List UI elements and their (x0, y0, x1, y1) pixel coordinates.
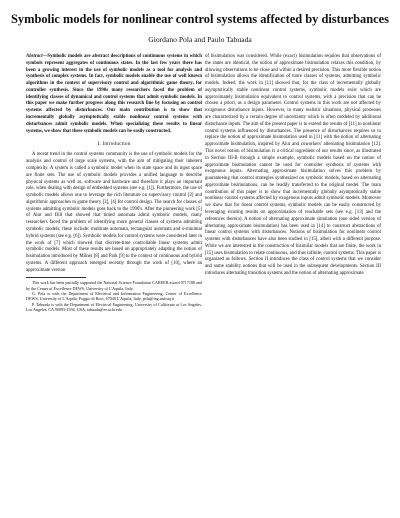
intro-paragraph-1: A recent trend in the control systems community is the use of symbolic models for the analysis and control of large scale systems, with the aim of mitigating their inherent complexity. A system is called a symbolic model when its state space and its input space are finite sets. The use of symbolic models provides a unified language to describe physical systems as well as, software and hardware and therefore it plays an important role, when dealing with design of embedded systems (see e.g. [1]). Furthermore, the use of symbolic models allows one to leverage the rich literature on supervisory control [2] and algorithmic approaches to game theory [3], [4] for control design. The search for classes of systems admitting symbolic models goes back to the 1990's. After the pioneering work [5] of Alur and Dill that showed that timed automata admit symbolic models, many researchers faced the problem of identifying more general classes of systems admitting symbolic models; these include: multirate automata, rectangular automata and o-minimal hybrid systems (see e.g. [6]). Symbolic models for control systems were considered later in the work of [7] which showed that discrete-time controllable linear systems admit symbolic models. Most of these results are based on appropriately adapting the notion of bisimulation introduced by Milner [8] and Park [9] to the context of continuous and hybrid systems. A different approach emerged recently through the work of [10], where an approximate version (26, 152, 202, 273)
footnote-divider (26, 277, 86, 278)
intro-right-body (205, 54, 381, 278)
abstract (26, 54, 202, 135)
abstract-label: Abstract (26, 54, 43, 59)
footnote-author-tabuada: P. Tabuada is with the Department of Electrical Engineering, University of California at Los Angeles, Los Angeles, CA 90095-1594, USA, tabuada@ee.ucla.edu (26, 301, 202, 312)
section-heading-introduction: I. Introduction (97, 141, 131, 148)
paper-title: Symbolic models for nonlinear control systems affected by disturbances (11, 12, 389, 26)
paper-authors: Giordano Pola and Paulo Tabuada (148, 35, 252, 44)
abstract-text: —Symbolic models are abstract descriptions of continuous systems in which symbols represent aggregates of continuous states. In the last few years there has been a growing interest in the use of symbolic models as a tool for analysis and synthesis of complex systems. In fact, symbolic models enable the use of well known algorithms in the context of supervisory control and algorithmic game theory, for controller synthesis. Since the 1990s many researchers faced the problem of identifying classes of dynamical and control systems that admit symbolic models. In this paper we make further progress along this research line by focusing on control systems affected by disturbances. Our main contribution is to show that incrementally globally asymptotically stable nonlinear control systems with disturbances admit symbolic models. When specializing these results to linear systems, we show that these symbolic models can be easily constructed. (26, 54, 202, 134)
footnote-funding: This work has been partially supported the National Science Foundation CAREER award 0717188 and by the Center of Excellence DEWS, University of L'Aquila, Italy. (26, 280, 202, 291)
intro-left-body (26, 152, 202, 274)
footnote-author-pola: G. Pola is with the Department of Electrical and Information Engineering, Center of Excellence DEWS, University of L'Aquila, Poggio di Roio, 67040 L'Aquila, Italy, pola@ing.univaq.it (26, 291, 202, 302)
left-column (26, 54, 202, 312)
footnotes (26, 280, 202, 312)
right-column (205, 54, 381, 278)
intro-paragraph-2: of bisimulation was considered. While (exact) bisimulation requires that observations of the states are identical, the notion of approximate bisimulation relaxes this condition, by allowing observations to be close and within a desired precision. This more flexible notion of bisimulation allows the identification of more classes of systems, admitting symbolic models. Indeed, the work in [11] showed that, for the class of incrementally globally asymptotically stable nonlinear control systems, symbolic models exist which are approximately bisimulation equivalent to control systems, with a precision that can be chosen a priori, as a design parameter. Control systems in this work are not affected by exogenous disturbance inputs. However, in many realistic situations, physical processes are characterized by a certain degree of uncertainty which is often modeled by additional disturbance inputs. The aim of the present paper is to extend the results of [11] to nonlinear control systems influenced by disturbances. The presence of disturbances requires us to replace the notion of approximate bisimulation used in [11] with the notion of alternating approximate bisimulation, inspired by Alur and coworkers' alternating bisimulation [12]. This novel notion of bisimulation is a critical ingredient of our results since, as illustrated in Section III-B through a simple example, symbolic models based on the notion of approximate bisimulation cannot be used for controller synthesis of systems with exogenous inputs. Alternating approximate bisimulation solves this problem by guaranteeing that control strategies synthesized on symbolic models, based on alternating approximate bisimulations, can be readily transferred to the original model. The main contribution of this paper is to show that incrementally globally asymptotically stable nonlinear control systems affected by exogenous inputs admit symbolic models. Moreover we show that for linear control systems, symbolic models can be easily constructed by leveraging existing results on approximation of reachable sets (see e.g. [13] and the references therein). A notion of alternating approximate simulation (one sided version of alternating approximate bisimulation) has been used in [14] to construct abstractions of linear control systems with disturbances. Notions of bisimulation for nonlinear control systems with disturbances have also been studied in [15], albeit with a different purpose. While we are interested in the construction of bisimilar models that are finite, the work in [15] uses bisimulation to relate continuous, and thus infinite, control systems. This paper is organized as follows. Section II introduces the class of control systems that we consider and some stability notions that will be used in the subsequent developments. Section III introduces alternating transition systems and the notion of alternating approximate (205, 54, 381, 276)
